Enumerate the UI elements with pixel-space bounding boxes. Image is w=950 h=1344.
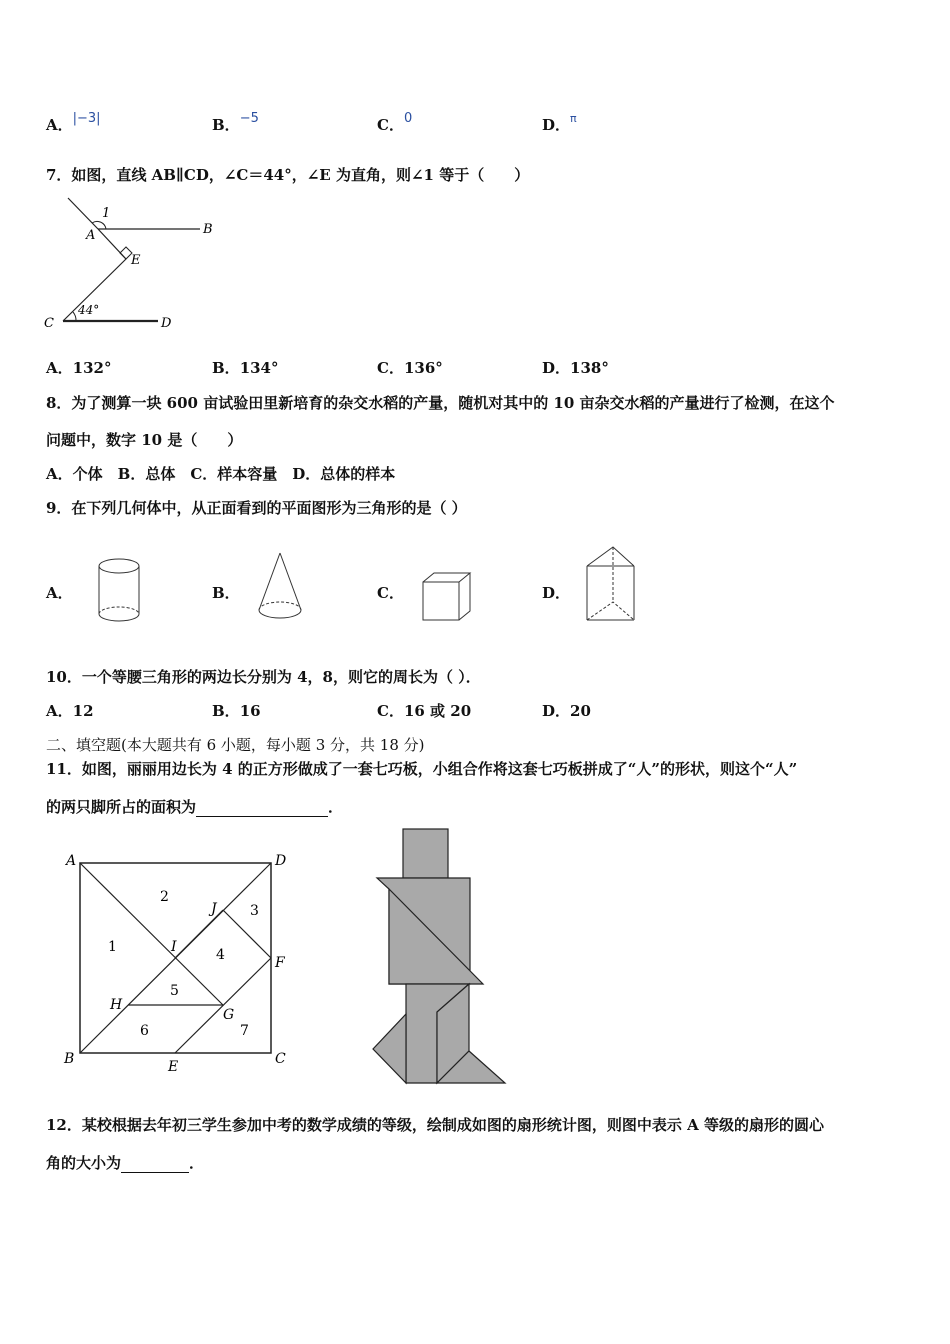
q6-option-b-value: −5 [239, 111, 259, 126]
q9-option-b: B． [212, 584, 240, 602]
q7-label-1: 1 [102, 206, 111, 221]
q9-option-a: A． [46, 584, 73, 602]
q7-option-b: B．134° [212, 359, 279, 377]
tangram-piece-7: 7 [240, 1023, 249, 1039]
tangram-piece-1: 1 [108, 939, 117, 955]
q9-cube-figure [420, 570, 472, 624]
q7-label-b: B [203, 222, 213, 237]
q9-option-d: D． [542, 584, 571, 602]
q6-option-a: A．|−3| [46, 111, 101, 134]
q7-option-a: A．132° [46, 359, 112, 377]
q10-option-a: A．12 [46, 702, 94, 720]
section-2-heading: 二、填空题(本大题共有 6 小题，每小题 3 分，共 18 分) [46, 736, 425, 754]
q7-label-c: C [44, 316, 54, 331]
q11-tangram-square-figure [58, 845, 298, 1075]
tangram-label-e: E [168, 1059, 179, 1075]
q12-line2: 角的大小为 ． [46, 1154, 205, 1172]
q6-option-a-value: |−3| [72, 111, 101, 126]
q7-label-e: E [131, 253, 141, 268]
tangram-piece-2: 2 [160, 889, 169, 905]
q10-text: 10．一个等腰三角形的两边长分别为 4，8，则它的周长为（ ）． [46, 668, 481, 686]
q11-line2: 的两只脚所占的面积为 ． [46, 798, 344, 816]
q6-option-d-value: π [570, 112, 577, 125]
q7-figure [40, 192, 230, 337]
q7-option-c: C．136° [377, 359, 443, 377]
q10-option-c: C．16 或 20 [377, 702, 472, 720]
q7-text: 7．如图，直线 AB∥CD，∠C＝44°，∠E 为直角，则∠1 等于（ ） [46, 166, 530, 184]
q11-line1: 11．如图，丽丽用边长为 4 的正方形做成了一套七巧板，小组合作将这套七巧板拼成了“人”的形状，则这个“人” [46, 760, 798, 778]
tangram-label-h: H [110, 997, 123, 1013]
q11-tangram-person-figure [365, 825, 515, 1087]
tangram-label-j: J [211, 901, 217, 917]
q12-answer-blank[interactable] [121, 1158, 189, 1173]
tangram-piece-4: 4 [216, 947, 225, 963]
tangram-label-a: A [66, 853, 77, 869]
tangram-piece-5: 5 [170, 983, 179, 999]
tangram-piece-3: 3 [250, 903, 259, 919]
q9-option-c: C． [377, 584, 404, 602]
q7-option-d: D．138° [542, 359, 609, 377]
q9-cylinder-figure [95, 556, 145, 624]
tangram-label-b: B [64, 1051, 75, 1067]
q6-option-d: D．$^\pi$ [542, 112, 577, 134]
q11-answer-blank[interactable] [196, 802, 328, 817]
tangram-label-i: I [171, 939, 177, 955]
q8-options: A．个体 B．总体 C．样本容量 D．总体的样本 [46, 465, 396, 483]
q8-line2: 问题中，数字 10 是（ ） [46, 431, 243, 449]
q9-text: 9．在下列几何体中，从正面看到的平面图形为三角形的是（ ） [46, 499, 467, 517]
q6-option-c: C．0 [377, 111, 413, 134]
q6-option-b: B．−5 [212, 111, 259, 134]
tangram-label-c: C [275, 1051, 286, 1067]
tangram-label-d: D [275, 853, 287, 869]
q6-option-c-value: 0 [403, 111, 413, 126]
tangram-label-g: G [223, 1007, 235, 1023]
tangram-label-f: F [275, 955, 285, 971]
q8-line1: 8．为了测算一块 600 亩试验田里新培育的杂交水稻的产量，随机对其中的 10 亩杂交水稻的产量进行了检测，在这个 [46, 394, 835, 412]
q9-cone-figure [256, 550, 306, 624]
tangram-piece-6: 6 [140, 1023, 149, 1039]
q9-prism-figure [584, 544, 640, 626]
q7-label-d: D [161, 316, 172, 331]
q7-label-angle: 44° [78, 303, 100, 317]
q12-line1: 12．某校根据去年初三学生参加中考的数学成绩的等级，绘制成如图的扇形统计图，则图中表示 A 等级的扇形的圆心 [46, 1116, 824, 1134]
q10-option-d: D．20 [542, 702, 591, 720]
q7-label-a: A [86, 228, 96, 243]
q10-option-b: B．16 [212, 702, 261, 720]
